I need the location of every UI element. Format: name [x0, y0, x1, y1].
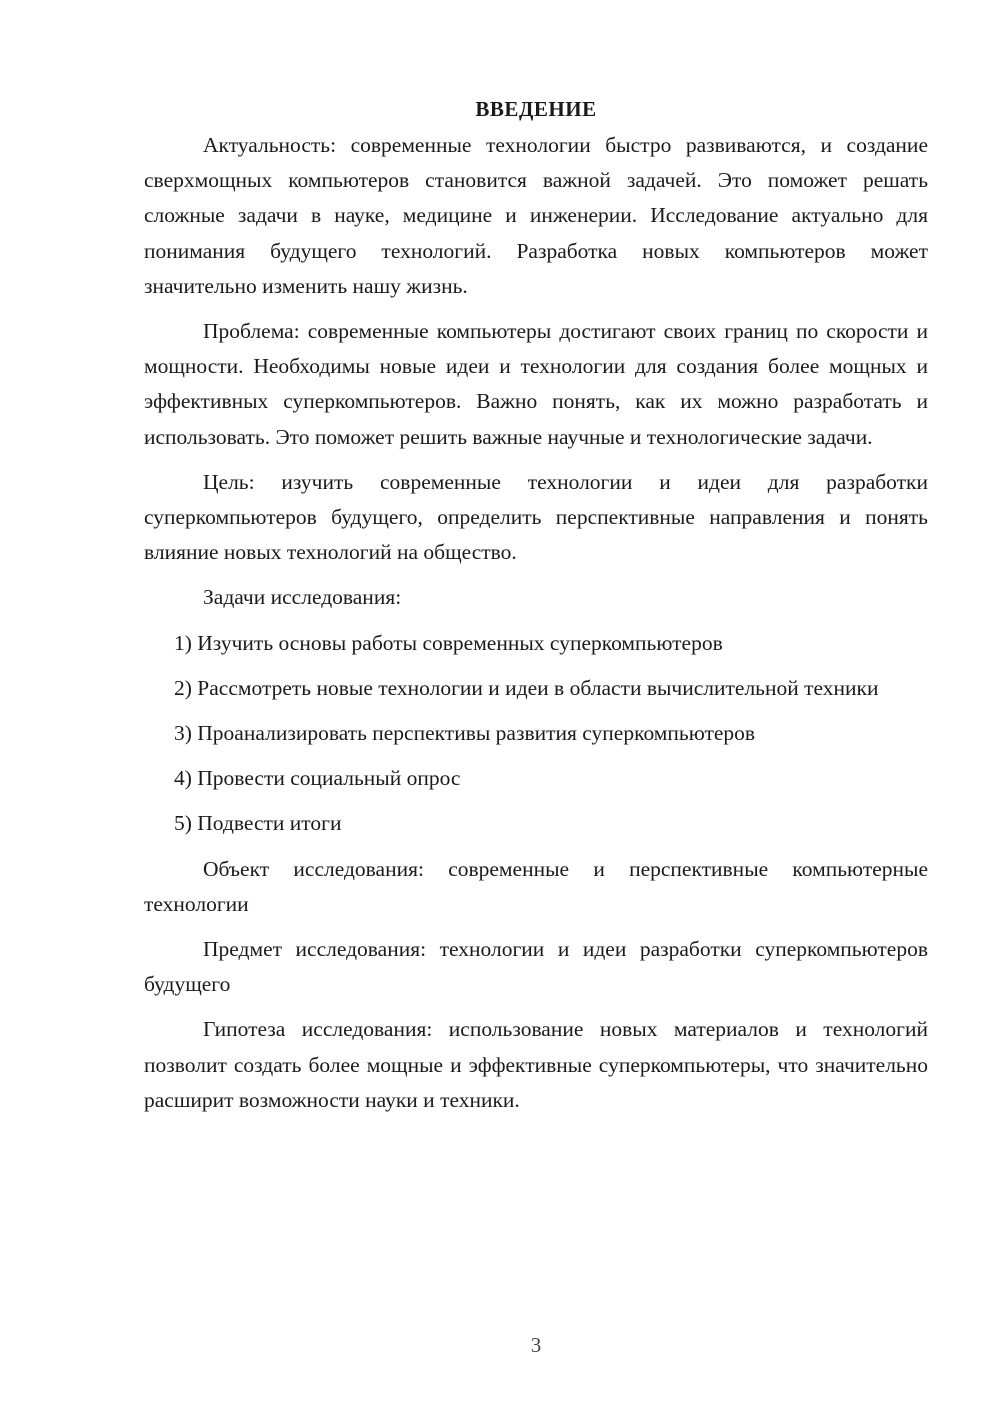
paragraph-tasks-heading: Задачи исследования:: [203, 585, 402, 610]
page-number: 3: [530, 1333, 542, 1357]
section-title: ВВЕДЕНИЕ: [475, 97, 597, 121]
paragraph-problem: Проблема: современные компьютеры достигают своих границ по скорости и мощности. Необходимы новые идеи и технологии для создания более мощных и эффективных суперкомпьютеров. Важно понять, как их можно разработать и использовать. Это поможет решить важные научные и технологические задачи.: [144, 319, 928, 449]
task-item-3: 3) Проанализировать перспективы развития суперкомпьютеров: [174, 721, 756, 746]
paragraph-relevance: Актуальность: современные технологии быстро развиваются, и создание сверхмощных компьютеров становится важной задачей. Это поможет решать сложные задачи в науке, медицине и инженерии. Исследование актуально для понимания будущего технологий. Разработка новых компьютеров может значительно изменить нашу жизнь.: [144, 133, 928, 298]
paragraph-hypothesis: Гипотеза исследования: использование новых материалов и технологий позволит создать более мощные и эффективные суперкомпьютеры, что значительно расширит возможности науки и техники.: [144, 1017, 928, 1112]
paragraph-object: Объект исследования: современные и перспективные компьютерные технологии: [144, 856, 928, 916]
task-item-4: 4) Провести социальный опрос: [174, 766, 461, 791]
task-item-1: 1) Изучить основы работы современных суперкомпьютеров: [174, 630, 723, 655]
task-item-2: 2) Рассмотреть новые технологии и идеи в области вычислительной техники: [174, 675, 879, 700]
paragraph-subject: Предмет исследования: технологии и идеи разработки суперкомпьютеров будущего: [144, 937, 928, 997]
document-page: [144, 92, 928, 1128]
task-item-5: 5) Подвести итоги: [174, 811, 342, 836]
paragraph-goal: Цель: изучить современные технологии и идеи для разработки суперкомпьютеров будущего, определить перспективные направления и понять влияние новых технологий на общество.: [144, 469, 928, 565]
